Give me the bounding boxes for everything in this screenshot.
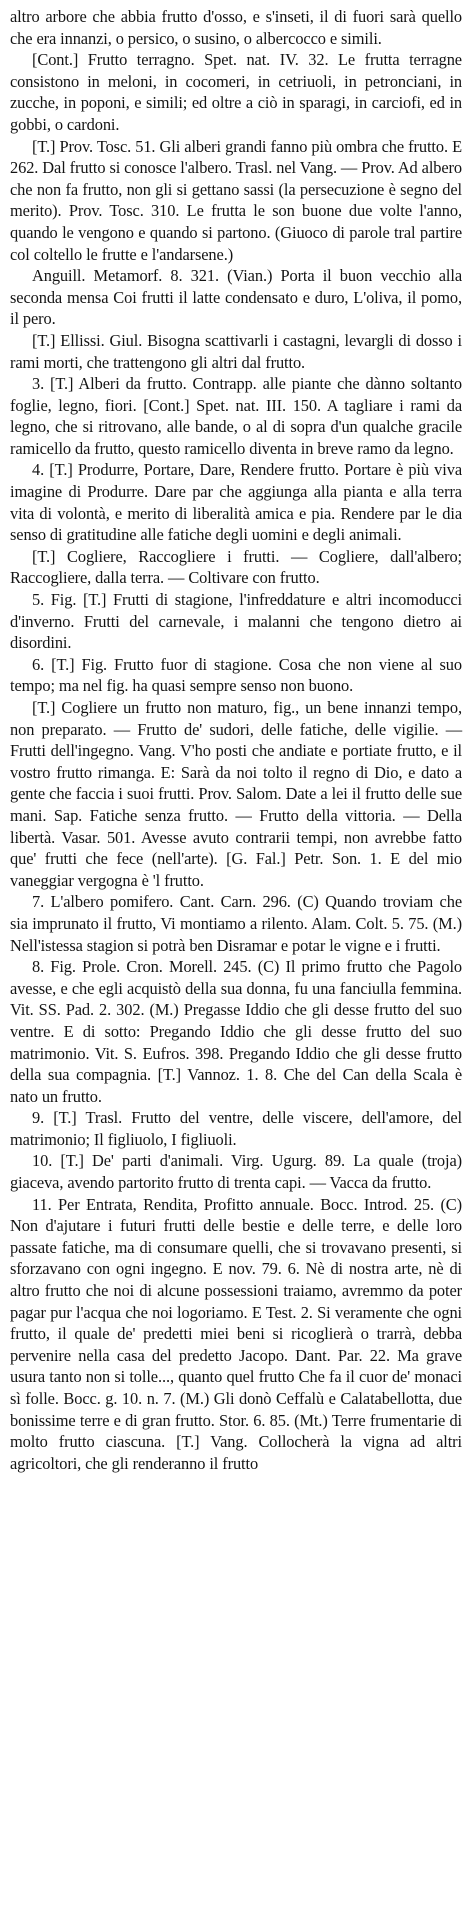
entry-paragraph: 7. L'albero pomifero. Cant. Carn. 296. (C) Quando troviam che sia imprunato il frutto, Vi montiamo a rilento. Alam. Colt. 5. 75. (M.) Nell'istessa stagion si potrà ben Disramar e potar le vigne e i frutti. xyxy=(10,892,462,955)
entry-paragraph: [Cont.] Frutto terragno. Spet. nat. IV. 32. Le frutta terragne consistono in meloni, in cocomeri, in cetriuoli, in petronciani, in zucche, in poponi, e simili; ed oltre a ciò in sparagi, in carciofi, ed in gobbi, o cardoni. xyxy=(10,50,462,134)
entry-paragraph: 5. Fig. [T.] Frutti di stagione, l'infreddature e altri incomoducci d'inverno. Frutti del carnevale, i malanni che tengono dietro ai disordini. xyxy=(10,590,462,653)
entry-paragraph: 11. Per Entrata, Rendita, Profitto annuale. Bocc. Introd. 25. (C) Non d'ajutare i futuri frutti delle bestie e delle terre, e delle loro passate fatiche, ma di consumare quelli, che si trovavano presenti, si sforzavano con ogni ingegno. E nov. 79. 6. Nè di nostra arte, nè di altro frutto che noi di alcune possessioni traiamo, avremmo da poter pagar pur l'acqua che noi logoriamo. E Test. 2. Si veramente che ogni frutto, il quale de' predetti miei beni si ricoglierà o trarrà, debba pervenire nella casa del predetto Jacopo. Dant. Par. 22. Ma grave usura tanto non si tolle..., quanto quel frutto Che fa il cuor de' monaci sì folle. Bocc. g. 10. n. 7. (M.) Gli donò Ceffalù e Calatabellotta, due bonissime terre e di gran frutto. Stor. 6. 85. (Mt.) Terre frumentarie di molto frutto ciascuna. [T.] Vang. Collocherà la vigna ad altri agricoltori, che gli renderanno il frutto xyxy=(10,1194,462,1473)
entry-paragraph: [T.] Prov. Tosc. 51. Gli alberi grandi fanno più ombra che frutto. E 262. Dal frutto si conosce l'albero. Trasl. nel Vang. — Prov. Ad albero che non fa frutto, non gli si gettano sassi (la persecuzione è segno del merito). Prov. Tosc. 310. Le frutta le son buone due volte l'anno, quando le vengono e quando si partono. (Giuoco di parole tral partire col coltello le frutte e l'andarsene.) xyxy=(10,136,462,264)
entry-paragraph: altro arbore che abbia frutto d'osso, e s'inseti, il di fuori sarà quello che era innanzi, o persico, o susino, o albercocco e simili. xyxy=(10,7,462,48)
entry-paragraph: [T.] Ellissi. Giul. Bisogna scattivarli i castagni, levargli di dosso i rami morti, che trattengono gli altri dal frutto. xyxy=(10,330,462,372)
entry-paragraph: 4. [T.] Produrre, Portare, Dare, Rendere frutto. Portare è più viva imagine di Produrre. Dare par che aggiunga alla pianta e alla terra vita di volontà, e merito di liberalità amica e pia. Rendere par le dia senso di gratitudine alle fatiche degli uomini e degli animali. xyxy=(10,460,462,545)
entry-paragraph: [T.] Cogliere, Raccogliere i frutti. — Cogliere, dall'albero; Raccogliere, dalla terra. — Coltivare con frutto. xyxy=(10,546,462,588)
entry-paragraph: 8. Fig. Prole. Cron. Morell. 245. (C) Il primo frutto che Pagolo avesse, e che egli acquistò della sua donna, fu una fanciulla femmina. Vit. SS. Pad. 2. 302. (M.) Pregasse Iddio che gli desse frutto del suo ventre. E di sotto: Pregando Iddio che gli desse frutto del suo matrimonio. Vit. S. Eufros. 398. Pregando Iddio che gli desse frutto della sua compagnia. [T.] Vannoz. 1. 8. Che del Can della Scala è nato un frutto. xyxy=(10,957,462,1106)
entry-paragraph: 10. [T.] De' parti d'animali. Virg. Ugurg. 89. La quale (troja) giaceva, avendo partorito frutto di trenta capi. — Vacca da frutto. xyxy=(10,1151,462,1193)
entry-paragraph: [T.] Cogliere un frutto non maturo, fig., un bene innanzi tempo, non preparato. — Frutto de' sudori, delle fatiche, delle vigilie. — Frutti dell'ingegno. Vang. V'ho posti che andiate e portiate frutto, e il vostro frutto rimanga. E: Sarà da noi tolto il regno di Dio, e dato a gente che faccia i suoi frutti. Prov. Salom. Date a lei il frutto delle sue mani. Sap. Fatiche senza frutto. — Frutto della vittoria. — Della libertà. Vasar. 501. Avesse avuto contrarii tempi, non avrebbe fatto que' frutti che fece (nell'arte). [G. Fal.] Petr. Son. 1. E del mio vaneggiar vergogna è 'l frutto. xyxy=(10,698,462,890)
entry-paragraph: 9. [T.] Trasl. Frutto del ventre, delle viscere, dell'amore, del matrimonio; Il figliuolo, I figliuoli. xyxy=(10,1108,462,1149)
entry-paragraph: Anguill. Metamorf. 8. 321. (Vian.) Porta il buon vecchio alla seconda mensa Coi frutti il latte condensato e duro, L'oliva, il pomo, il pero. xyxy=(10,266,462,329)
entry-paragraph: 3. [T.] Alberi da frutto. Contrapp. alle piante che dànno soltanto foglie, legno, fiori. [Cont.] Spet. nat. III. 150. A tagliare i rami da legno, che si ritrovano, alle bande, o al di sopra d'un qualche gracile ramicello da frutto, questo ramicello diventa in breve ramo da legno. xyxy=(10,374,462,458)
entry-paragraph: 6. [T.] Fig. Frutto fuor di stagione. Cosa che non viene al suo tempo; ma nel fig. ha quasi sempre senso non buono. xyxy=(10,654,462,696)
